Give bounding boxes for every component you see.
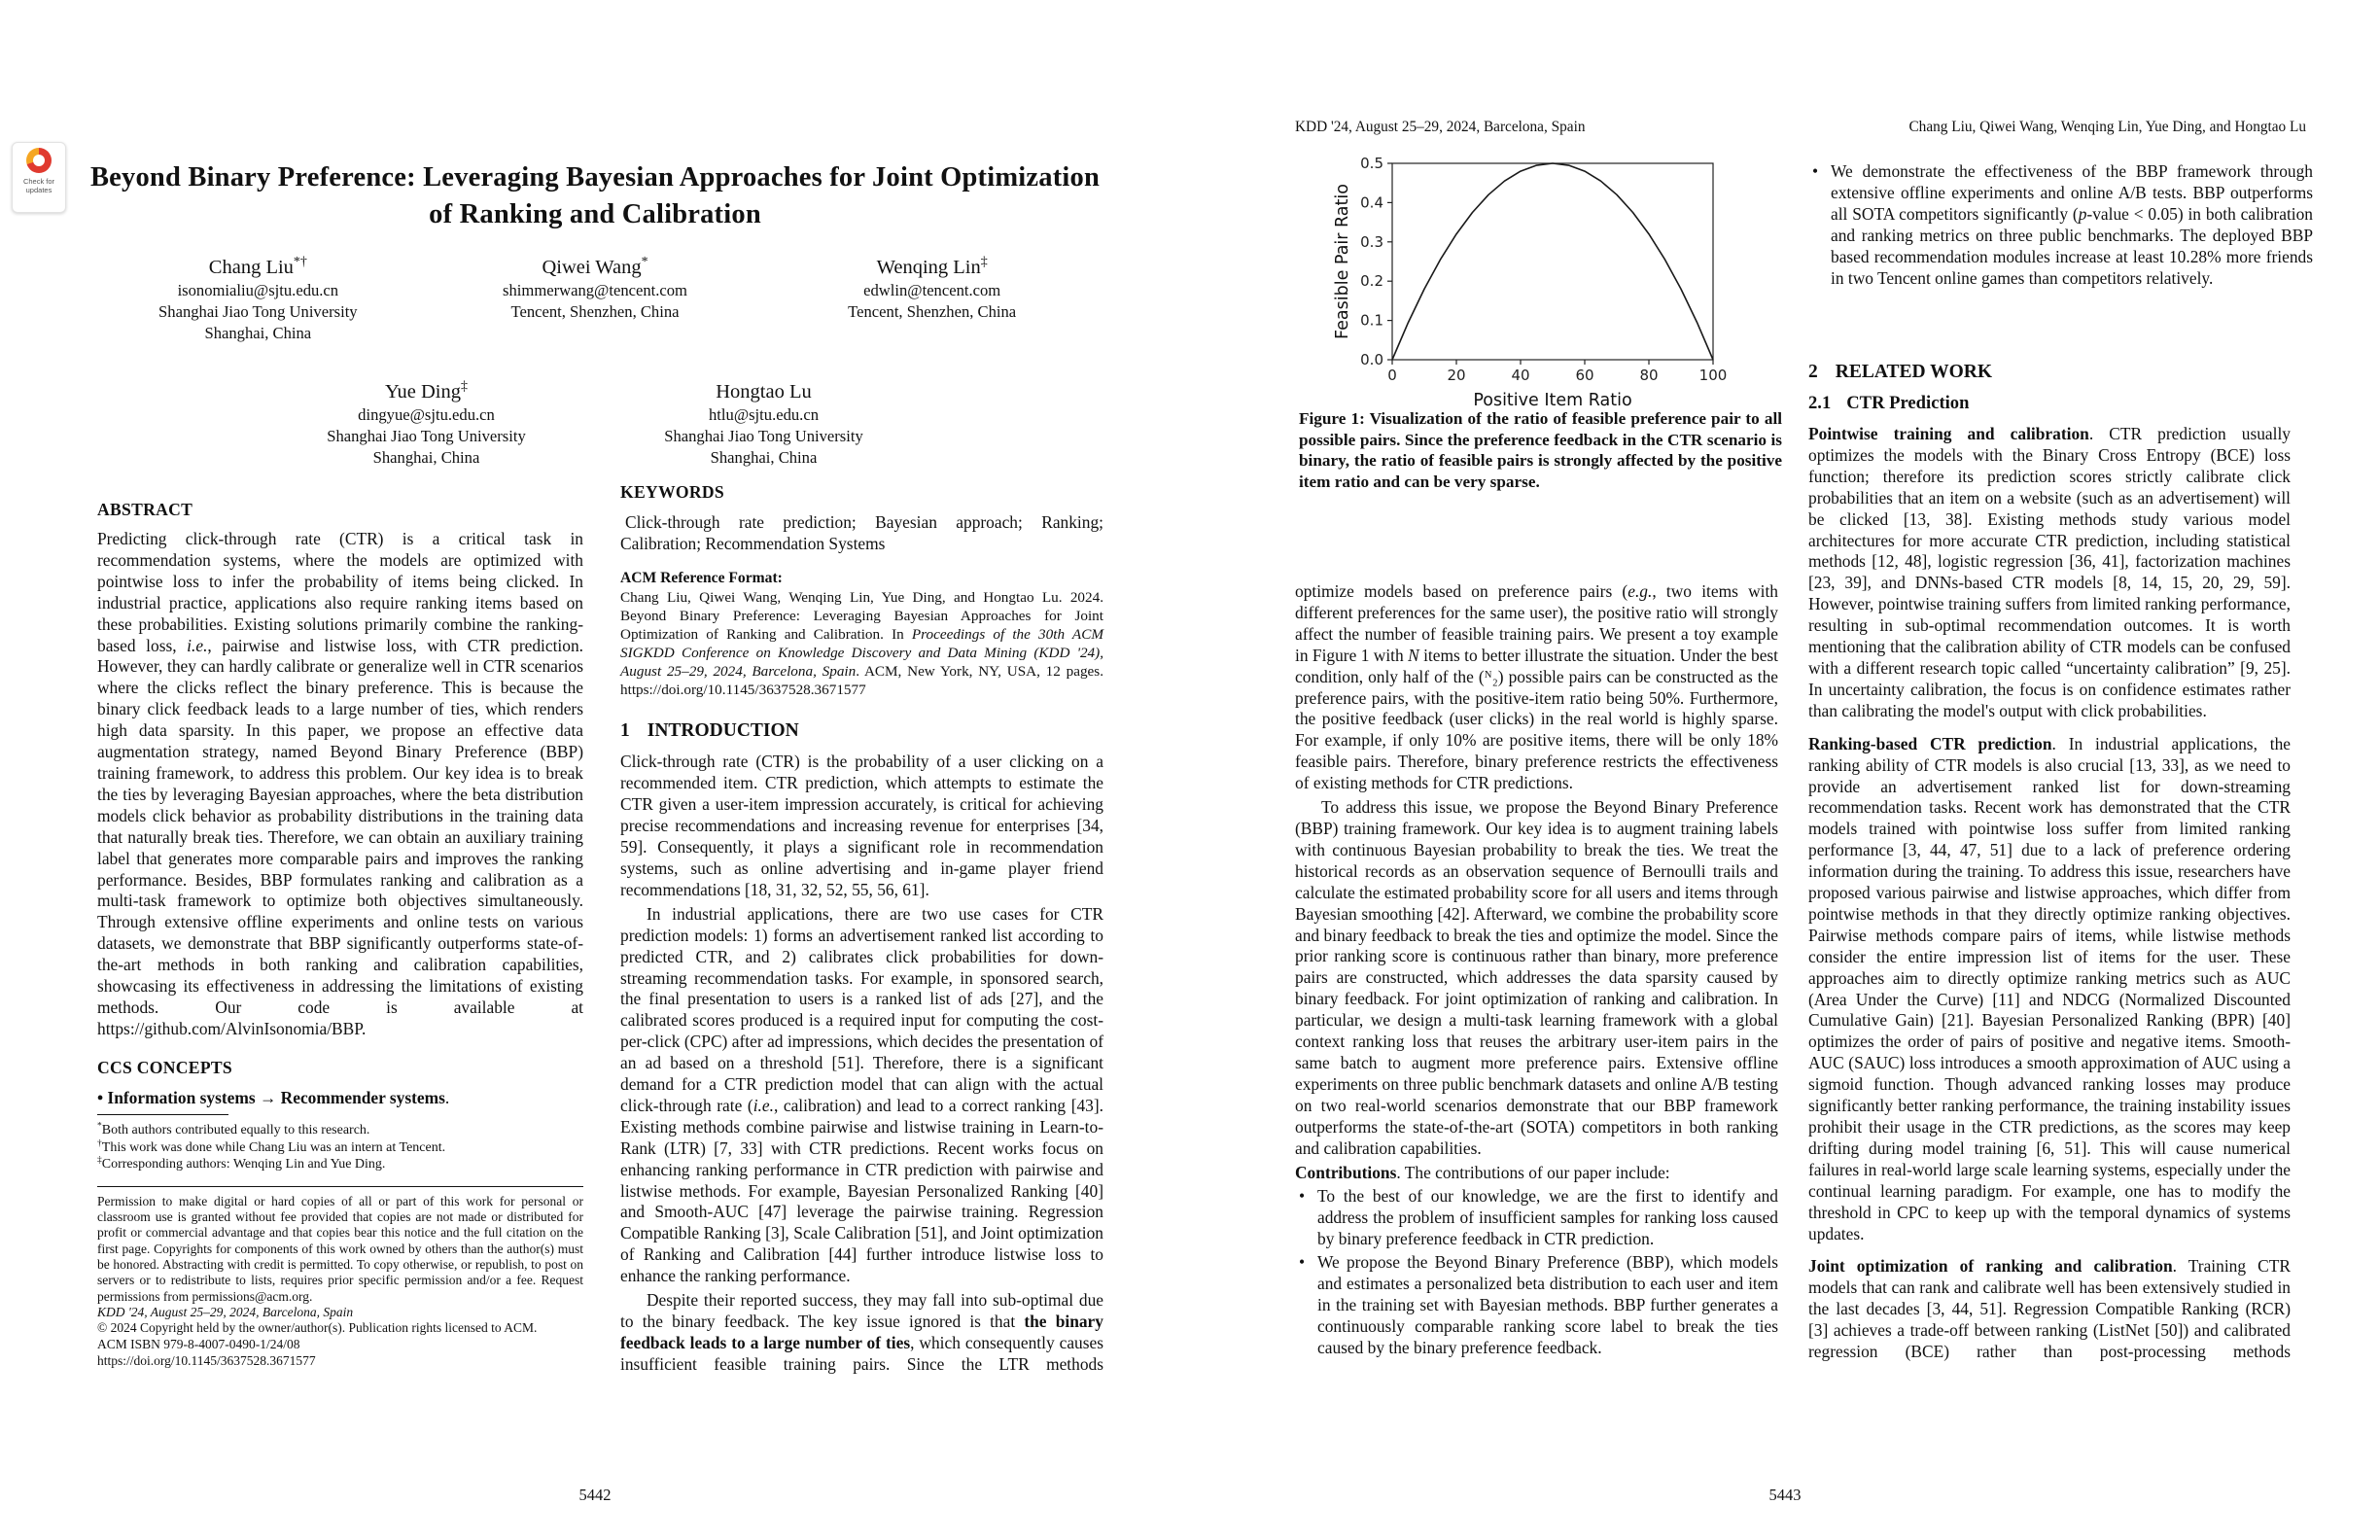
footnote-rule [97, 1114, 228, 1115]
svg-text:0.4: 0.4 [1360, 193, 1383, 212]
author-affiliation: Shanghai Jiao Tong University [158, 302, 358, 321]
author-affiliation: Tencent, Shenzhen, China [848, 302, 1017, 321]
badge-label: Check for updates [22, 177, 55, 194]
acm-reference-heading: ACM Reference Format: [620, 570, 783, 586]
ranking-based-paragraph: Ranking-based CTR prediction. In industrial applications, the ranking ability of CTR models is also crucial [13, 33], as we need to provide an advertisement ranked list for down-streaming recommendation tasks. Recent work has demonstrated that the CTR models trained with pointwise loss suffer from limited ranking performance [3, 44, 47, 51] due to a lack of preference ordering information during the training. To address this issue, researchers have proposed various pairwise and listwise approaches, which differ from pointwise methods in that they directly optimize ranking objectives. Pairwise methods compare pairs of items, while listwise methods consider the entire impression list of items for the user. These approaches aim to directly optimize ranking metrics such as AUC (Area Under the Curve) [11] and NDCG (Normalized Discounted Cumulative Gain) [21]. Bayesian Personalized Ranking (BPR) [40] optimizes the order of pairs of positive and negative items. Smooth-AUC (SAUC) loss introduces a smooth approximation of AUC using a sigmoid function. Though advanced ranking losses may produce significantly better ranking performance, the training instability issues prohibit their usage in the CTR predictions, as the scores may keep drifting during model training [6, 51]. This will cause numerical failures in real-world large scale learning systems, especially under the continual learning paradigm. For example, one has to modify the threshold in CPC to keep up with the temporal dynamics of systems updates. [1808, 733, 2291, 1243]
figure1-line-chart [1332, 146, 1740, 414]
author-city: Shanghai, China [710, 448, 818, 467]
svg-text:0.3: 0.3 [1360, 232, 1383, 251]
svg-text:100: 100 [1698, 367, 1728, 384]
page1-left-column [97, 500, 583, 1108]
svg-text:80: 80 [1639, 367, 1659, 384]
conference-line: KDD '24, August 25–29, 2024, Barcelona, Spain [97, 1304, 354, 1319]
section-number: 1 [620, 720, 630, 742]
svg-text:0.2: 0.2 [1360, 272, 1383, 291]
footnote-intern: †This work was done while Chang Liu was an intern at Tencent. [97, 1138, 446, 1155]
footnote-block [97, 1114, 583, 1369]
ccs-heading: CCS CONCEPTS [97, 1057, 232, 1077]
page2-left-column [1295, 581, 1778, 1359]
contributions-lead: Contributions. The contributions of our paper include: [1295, 1163, 1670, 1183]
subsection-number: 2.1 [1808, 393, 1832, 413]
author-name: Hongtao Lu [716, 381, 812, 402]
intro-paragraph-3: Despite their reported success, they may fall into sub-optimal due to the binary feedback. The key issue ignored is that the binary feedback leads to a large number of ties, which consequently causes insufficient feasible training pairs. Since the LTR methods [620, 1290, 1103, 1374]
header-authors: Chang Liu, Qiwei Wang, Wenqing Lin, Yue Ding, and Hongtao Lu [1908, 119, 2306, 135]
ctr-prediction-subheading [1808, 393, 2291, 414]
figure1-caption: Figure 1: Visualization of the ratio of feasible preference pair to all possible pairs. Since the preference feedback in the CTR scenario is binary, the ratio of feasible pairs is strongly affected by the positive item ratio and can be very sparse. [1299, 409, 1782, 491]
body-paragraph-continued: optimize models based on preference pairs (e.g., two items with different preferences for the same user), the positive ratio will strongly affect the number of feasible training pairs. We present a toy example in Figure 1 with N items to better illustrate the situation. Under the best condition, only half of the (ᴺ₂) possible pairs can be constructed as the preference pairs, with the positive-item ratio being 50%. Furthermore, the positive feedback (user clicks) in the real world is highly sparse. For example, if only 10% are positive items, there will be only 18% feasible pairs. Therefore, binary preference restricts the effectiveness of existing methods for CTR predictions. [1295, 581, 1779, 793]
svg-text:60: 60 [1575, 367, 1594, 384]
running-header [1295, 119, 2306, 136]
author-yue-ding [258, 379, 595, 469]
author-name: Yue Ding‡ [385, 379, 468, 402]
footnote-corresponding: ‡Corresponding authors: Wenqing Lin and Yue Ding. [97, 1155, 386, 1172]
page-number-5443: 5443 [1768, 1486, 1802, 1504]
author-name: Wenqing Lin‡ [876, 255, 988, 278]
authors-row-1 [89, 255, 1101, 344]
svg-text:40: 40 [1511, 367, 1530, 384]
abstract-text: Predicting click-through rate (CTR) is a critical task in recommendation systems, where the models are optimized with pointwise loss to infer the probability of items being clicked. In industrial practice, applications also require ranking items based on these probabilities. Existing solutions primarily combine the ranking-based loss, i.e., pairwise and listwise loss, with CTR prediction. However, they can hardly calibrate or generalize well in CTR scenarios where the clicks reflect the binary preference. This is because the binary click feedback leads to a large number of ties, which renders high data sparsity. In this paper, we propose an effective data augmentation strategy, named Beyond Binary Preference (BBP) training framework, to address this problem. Our key idea is to break the ties by leveraging Bayesian approaches, where the beta distribution models click behavior as probability distributions in the training data that naturally break ties. Therefore, we can obtain an auxiliary training label that generates more comparable pairs and improves the ranking performance. Besides, BBP formulates ranking and calibration as a multi-task framework to optimize both objectives simultaneously. Through extensive offline experiments and online tests on various datasets, we demonstrate that BBP significantly outperforms state-of-the-art methods in both ranking and calibration capabilities, showcasing its effectiveness in addressing the limitations of existing methods. Our code is available at https://github.com/AlvinIsonomia/BBP. [97, 529, 583, 1038]
check-for-updates-icon [26, 148, 52, 173]
page-number-5442: 5442 [578, 1486, 612, 1504]
authors-row-2 [89, 379, 1101, 469]
author-chang-liu [89, 255, 427, 344]
contribution-bullet-1: • To the best of our knowledge, we are the first to identify and address the problem of insufficient samples for ranking loss caused by binary preference feedback in CTR prediction. [1295, 1186, 1778, 1250]
paper-title: Beyond Binary Preference: Leveraging Bayesian Approaches for Joint Optimization of Ranking and Calibration [89, 162, 1101, 229]
abstract-heading: ABSTRACT [97, 500, 193, 519]
svg-text:0.1: 0.1 [1360, 311, 1383, 330]
page1-right-column [620, 482, 1103, 1376]
author-affiliation: Shanghai Jiao Tong University [664, 427, 863, 445]
intro-paragraph-1: Click-through rate (CTR) is the probability of a user clicking on a recommended item. CTR prediction, which attempts to estimate the CTR given a user-item impression accurately, is critical for achieving precise recommendations and increasing revenue for enterprises [34, 59]. Consequently, it plays a significant role in recommendation systems, such as online advertising and in-game player friend recommendations [18, 31, 32, 52, 55, 56, 61]. [620, 752, 1103, 899]
author-city: Shanghai, China [204, 324, 312, 342]
pointwise-paragraph: Pointwise training and calibration. CTR prediction usually optimizes the models with the Binary Cross Entropy (BCE) loss function; therefore its prediction scores strictly calibrate click probabilities that an item on a website (such as an advertisement) will be clicked [13, 38]. Existing methods study various model architectures for more accurate CTR prediction, including statistical methods [12, 48], logistic regression [36, 41], factorization machines [23, 39], and DNNs-based CTR models [8, 14, 15, 20, 29, 59]. However, pointwise training suffers from limited ranking performance, resulting in sub-optimal recommendation outcomes. It is worth mentioning that the calibration ability of CTR models can be confused with a different research topic called “uncertainty calibration” [9, 25]. In uncertainty calibration, the focus is on confidence estimates rather than calibrating the model's output with click probabilities. [1808, 424, 2291, 720]
contribution-bullet-3: • We demonstrate the effectiveness of the BBP framework through extensive offline experiments and online A/B tests. BBP outperforms all SOTA competitors significantly (p-value < 0.05) in both calibration and ranking metrics on three public benchmarks. The deployed BBP based recommendation modules increase at least 10.28% more friends in two Tencent online games than competitors relatively. [1808, 161, 2313, 289]
copyright-line: © 2024 Copyright held by the owner/author(s). Publication rights licensed to ACM. [97, 1320, 538, 1336]
author-affiliation: Shanghai Jiao Tong University [327, 427, 526, 445]
footnote-equal-contribution: *Both authors contributed equally to this research. [97, 1121, 370, 1138]
section-title: INTRODUCTION [647, 720, 799, 742]
author-hongtao-lu [595, 379, 932, 469]
author-email[interactable]: dingyue@sjtu.edu.cn [358, 405, 495, 424]
author-email[interactable]: htlu@sjtu.edu.cn [709, 405, 819, 424]
author-city: Shanghai, China [372, 448, 480, 467]
svg-text:0: 0 [1387, 367, 1397, 384]
keywords-text: Click-through rate prediction; Bayesian approach; Ranking; Calibration; Recommendation Systems [620, 512, 1103, 553]
header-conference: KDD '24, August 25–29, 2024, Barcelona, Spain [1295, 119, 1586, 135]
author-name: Chang Liu*† [208, 255, 307, 278]
body-paragraph-bbp: To address this issue, we propose the Beyond Binary Preference (BBP) training framework. Our key idea is to augment training labels with continuous Bayesian probability to break the ties. We treat the historical records as an observation sequence of Bernoulli trails and calculate the estimated probability score for all users and items through Bayesian smoothing [42]. Afterward, we combine the probability score and binary feedback to break the ties and optimize the model. Since the prior ranking score is continuous rather than binary, more preference pairs are constructed, which addresses the data sparsity caused by binary feedback. For joint optimization of ranking and calibration. In particular, we design a multi-task learning framework with a global context ranking loss that reuses the arbitrary user-item pairs in the same batch to augment more preference pairs. Extensive offline experiments on three public benchmark datasets and online A/B testing on two real-world scenarios demonstrate that our BBP framework outperforms the state-of-the-art (SOTA) competitors in both ranking and calibration capabilities. [1295, 797, 1778, 1158]
ccs-concepts: • Information systems → Recommender systems. [97, 1087, 450, 1107]
introduction-heading [620, 720, 1103, 742]
check-for-updates-badge[interactable] [12, 142, 66, 213]
author-name: Qiwei Wang* [542, 255, 648, 278]
keywords-heading: KEYWORDS [620, 482, 725, 502]
permission-rule [97, 1186, 583, 1187]
author-affiliation: Tencent, Shenzhen, China [510, 302, 680, 321]
author-email[interactable]: shimmerwang@tencent.com [503, 281, 687, 299]
svg-text:20: 20 [1447, 367, 1466, 384]
contribution-bullet-2: • We propose the Beyond Binary Preference (BBP), which models and estimates a personalized beta distribution to each user and item in the training set with Bayesian methods. BBP further generates a continuously comparable ranking score label to break the ties caused by the binary preference feedback. [1295, 1252, 1778, 1359]
author-wenqing-lin [763, 255, 1101, 344]
page2-right-column [1808, 362, 2291, 1363]
isbn-line: ACM ISBN 979-8-4007-0490-1/24/08 [97, 1337, 300, 1352]
related-work-heading [1808, 362, 2291, 383]
intro-paragraph-2: In industrial applications, there are two use cases for CTR prediction models: 1) forms an advertisement ranked list according to predicted CTR, and 2) calibrates click probabilities for down-streaming recommendation tasks. For example, in sponsored search, the final presentation to users is a ranked list of ads [27], and the calibrated scores produced is a required input for computing the cost-per-click (CPC) after ad impressions, which decides the presentation of an ad based on a threshold [51]. Therefore, there is a significant demand for a CTR prediction model that can align with the actual click-through rate (i.e., calibration) and lead to a correct ranking [43]. Existing methods combine pairwise and listwise training in Learn-to-Rank (LTR) [7, 33] with CTR predictions. Recent works focus on enhancing ranking performance in CTR prediction with pairwise and listwise methods. For example, Bayesian Personalized Ranking [40] and Smooth-AUC [47] leverage the pairwise training. Regression Compatible Ranking [3], Scale Calibration [51], and Joint optimization of Ranking and Calibration [44] further introduce listwise loss to enhance the ranking performance. [620, 903, 1104, 1286]
subsection-title: CTR Prediction [1846, 393, 1970, 413]
author-qiwei-wang [427, 255, 764, 344]
doi-link[interactable]: https://doi.org/10.1145/3637528.3671577 [97, 1352, 316, 1368]
svg-text:Feasible Pair Ratio: Feasible Pair Ratio [1333, 184, 1352, 339]
acm-reference-text: Chang Liu, Qiwei Wang, Wenqing Lin, Yue Ding, and Hongtao Lu. 2024. Beyond Binary Preference: Leveraging Bayesian Approaches for Joint Optimization of Ranking and Calibration. In Proceedings of the 30th ACM SIGKDD Conference on Knowledge Discovery and Data Mining (KDD '24), August 25–29, 2024, Barcelona, Spain. ACM, New York, NY, USA, 12 pages. https://doi.org/10.1145/3637528.3671577 [620, 589, 1103, 698]
author-email[interactable]: isonomialiu@sjtu.edu.cn [177, 281, 339, 299]
svg-text:Positive Item Ratio: Positive Item Ratio [1473, 391, 1632, 410]
joint-optimization-paragraph: Joint optimization of ranking and calibration. Training CTR models that can rank and calibrate well has been extensively studied in the last decades [3, 44, 51]. Regression Compatible Ranking (RCR) [3] achieves a trade-off between ranking (ListNet [50]) and calibrated regression (BCE) rather than post-processing methods [1808, 1256, 2291, 1362]
author-email[interactable]: edwlin@tencent.com [863, 281, 1001, 299]
svg-text:0.5: 0.5 [1360, 155, 1383, 172]
section-title: RELATED WORK [1835, 362, 1993, 382]
section-number: 2 [1808, 362, 1818, 382]
permission-text: Permission to make digital or hard copies of all or part of this work for personal or classroom use is granted without fee provided that copies are not made or distributed for profit or commercial advantage and that copies bear this notice and the full citation on the first page. Copyrights for components of this work owned by others than the author(s) must be honored. Abstracting with credit is permitted. To copy otherwise, or republish, to post on servers or to redistribute to lists, requires prior specific permission and/or a fee. Request permissions from permissions@acm.org. [97, 1193, 583, 1304]
page-2 [1190, 0, 2380, 1540]
svg-text:0.0: 0.0 [1360, 351, 1383, 368]
